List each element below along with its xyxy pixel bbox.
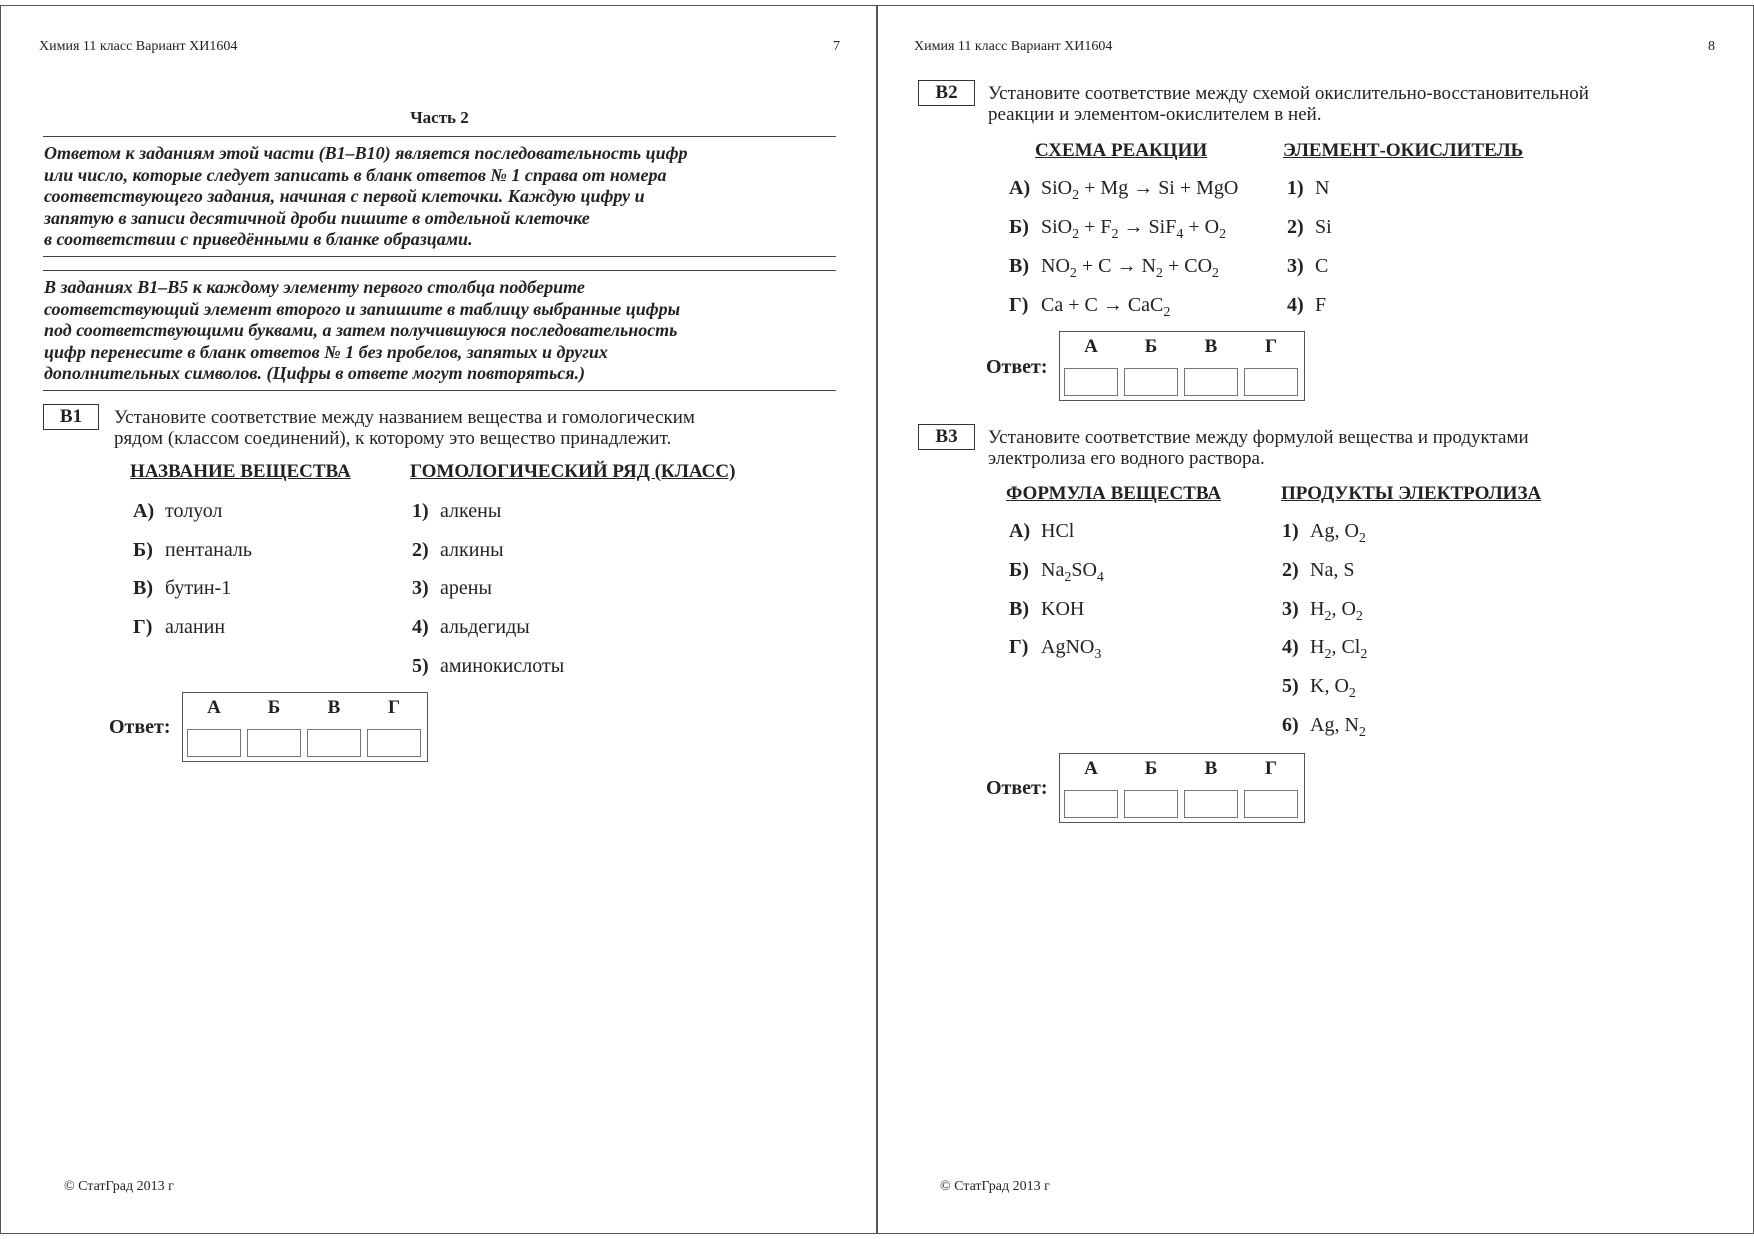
answer-label: Ответ: — [109, 716, 171, 738]
answer-header: В — [1204, 758, 1218, 779]
product-4: 4) $H_2$, $Cl_2$ — [1282, 636, 1368, 662]
page-number: 7 — [833, 39, 840, 54]
oxidizer-4: 4) F — [1287, 294, 1327, 316]
reaction-g: Г) Ca + C → CaC$_2$ — [1009, 294, 1171, 320]
divider — [43, 390, 836, 391]
instruction-block-1 — [44, 143, 835, 251]
product-3: 3) $H_2$, $O_2$ — [1282, 598, 1363, 624]
formula-b: Б) $Na_2SO_4$ — [1009, 559, 1104, 585]
option-g: Г) аланин — [133, 616, 226, 638]
divider — [43, 256, 836, 257]
oxidizer-3: 3) C — [1287, 255, 1329, 277]
instruction-line: В заданиях В1–В5 к каждому элементу первого столбца подберите — [44, 277, 585, 297]
task-text-b1 — [114, 407, 835, 449]
option-a: А) толуол — [133, 500, 223, 522]
answer-header: Г — [387, 697, 401, 718]
product-2: 2) Na, S — [1282, 559, 1355, 581]
divider — [43, 136, 836, 137]
divider — [43, 270, 836, 271]
page-8 — [877, 5, 1754, 1234]
answer-table-b2 — [1059, 331, 1305, 401]
task-label-b3: В3 — [918, 424, 975, 450]
page-footer: © СтатГрад 2013 г — [940, 1179, 1050, 1194]
answer-cell-a[interactable] — [1064, 790, 1118, 818]
answer-cell-g[interactable] — [1244, 368, 1298, 396]
instruction-line: цифр перенесите в бланк ответов № 1 без пробелов, запятых и других — [44, 341, 608, 362]
answer-header: А — [1084, 758, 1098, 779]
column-header-class: ГОМОЛОГИЧЕСКИЙ РЯД (КЛАСС) — [410, 461, 736, 482]
option-2: 2) алкины — [412, 539, 504, 561]
task-text-b3 — [988, 427, 1710, 469]
answer-cell-v[interactable] — [307, 729, 361, 757]
answer-cell-g[interactable] — [1244, 790, 1298, 818]
answer-cell-v[interactable] — [1184, 790, 1238, 818]
answer-cell-b[interactable] — [1124, 368, 1178, 396]
answer-header: Г — [1264, 336, 1278, 357]
task-text-b2 — [988, 83, 1710, 125]
column-header-products: ПРОДУКТЫ ЭЛЕКТРОЛИЗА — [1281, 483, 1542, 504]
option-b: Б) пентаналь — [133, 539, 253, 561]
answer-header: В — [327, 697, 341, 718]
answer-cell-a[interactable] — [1064, 368, 1118, 396]
reaction-v: В) $NO_2 + C \to N_2 + CO_2$ — [1009, 255, 1220, 281]
answer-cell-g[interactable] — [367, 729, 421, 757]
instruction-line: под соответствующими буквами, а затем получившуюся последовательность — [44, 320, 678, 340]
answer-cell-b[interactable] — [1124, 790, 1178, 818]
option-3: 3) арены — [412, 577, 492, 599]
reaction-b: Б) $SiO_2 + F_2 \to SiF_4 + O_2$ — [1009, 216, 1227, 242]
answer-table-b1 — [182, 692, 428, 762]
answer-header: Б — [267, 697, 281, 718]
column-header-substance: НАЗВАНИЕ ВЕЩЕСТВА — [130, 461, 351, 482]
task-text-line: электролиза его водного раствора. — [988, 448, 1265, 469]
task-label-b2: В2 — [918, 80, 975, 106]
oxidizer-1: 1) N — [1287, 177, 1330, 199]
task-text-line: Установите соответствие между формулой вещества и продуктами — [988, 427, 1529, 448]
page-number: 8 — [1708, 39, 1715, 54]
task-text-line: реакции и элементом-окислителем в ней. — [988, 104, 1322, 125]
product-5: 5) K, $O_2$ — [1282, 675, 1356, 701]
page-header: Химия 11 класс Вариант ХИ1604 — [914, 39, 1113, 54]
instruction-line: в соответствии с приведёнными в бланке образцами. — [44, 229, 473, 249]
answer-header: А — [207, 697, 221, 718]
instruction-block-2 — [44, 277, 835, 385]
reaction-a: А) SiO$_2$ + Mg → Si + MgO — [1009, 177, 1239, 203]
instruction-line: запятую в записи десятичной дроби пишите в отдельной клеточке — [44, 207, 590, 228]
page-7 — [0, 5, 877, 1234]
task-text-line: Установите соответствие между схемой окислительно-восстановительной — [988, 83, 1589, 104]
answer-label: Ответ: — [986, 777, 1048, 799]
instruction-line: дополнительных символов. (Цифры в ответе могут повторяться.) — [44, 363, 586, 383]
page-footer: © СтатГрад 2013 г — [64, 1179, 174, 1194]
product-1: 1) Ag, $O_2$ — [1282, 520, 1366, 546]
answer-header: Б — [1144, 758, 1158, 779]
page-header: Химия 11 класс Вариант ХИ1604 — [39, 39, 238, 54]
answer-cell-b[interactable] — [247, 729, 301, 757]
instruction-line: соответствующего задания, начиная с первой клеточки. Каждую цифру и — [44, 186, 645, 206]
product-6: 6) Ag, $N_2$ — [1282, 714, 1366, 740]
task-text-line: Установите соответствие между названием вещества и гомологическим — [114, 407, 695, 428]
instruction-line: или число, которые следует записать в бланк ответов № 1 справа от номера — [44, 164, 667, 185]
option-4: 4) альдегиды — [412, 616, 530, 638]
answer-header: В — [1204, 336, 1218, 357]
task-text-line: рядом (классом соединений), к которому это вещество принадлежит. — [114, 428, 672, 449]
task-label-b1: В1 — [43, 404, 99, 430]
option-1: 1) алкены — [412, 500, 502, 522]
answer-label: Ответ: — [986, 356, 1048, 378]
instruction-line: Ответом к заданиям этой части (В1–В10) является последовательность цифр — [44, 143, 688, 163]
option-5: 5) аминокислоты — [412, 655, 565, 677]
answer-header: Г — [1264, 758, 1278, 779]
instruction-line: соответствующий элемент второго и запишите в таблицу выбранные цифры — [44, 298, 681, 319]
answer-header: А — [1084, 336, 1098, 357]
column-header-scheme: СХЕМА РЕАКЦИИ — [1035, 140, 1208, 161]
option-v: В) бутин-1 — [133, 577, 232, 599]
formula-v: В) KOH — [1009, 598, 1085, 620]
formula-a: А) HCl — [1009, 520, 1075, 542]
oxidizer-2: 2) Si — [1287, 216, 1332, 238]
answer-cell-v[interactable] — [1184, 368, 1238, 396]
column-header-oxidizer: ЭЛЕМЕНТ-ОКИСЛИТЕЛЬ — [1283, 140, 1524, 161]
part-title: Часть 2 — [410, 108, 469, 127]
formula-g: Г) AgNO$_3$ — [1009, 636, 1102, 662]
answer-cell-a[interactable] — [187, 729, 241, 757]
column-header-formula: ФОРМУЛА ВЕЩЕСТВА — [1006, 483, 1222, 504]
answer-table-b3 — [1059, 753, 1305, 823]
answer-header: Б — [1144, 336, 1158, 357]
